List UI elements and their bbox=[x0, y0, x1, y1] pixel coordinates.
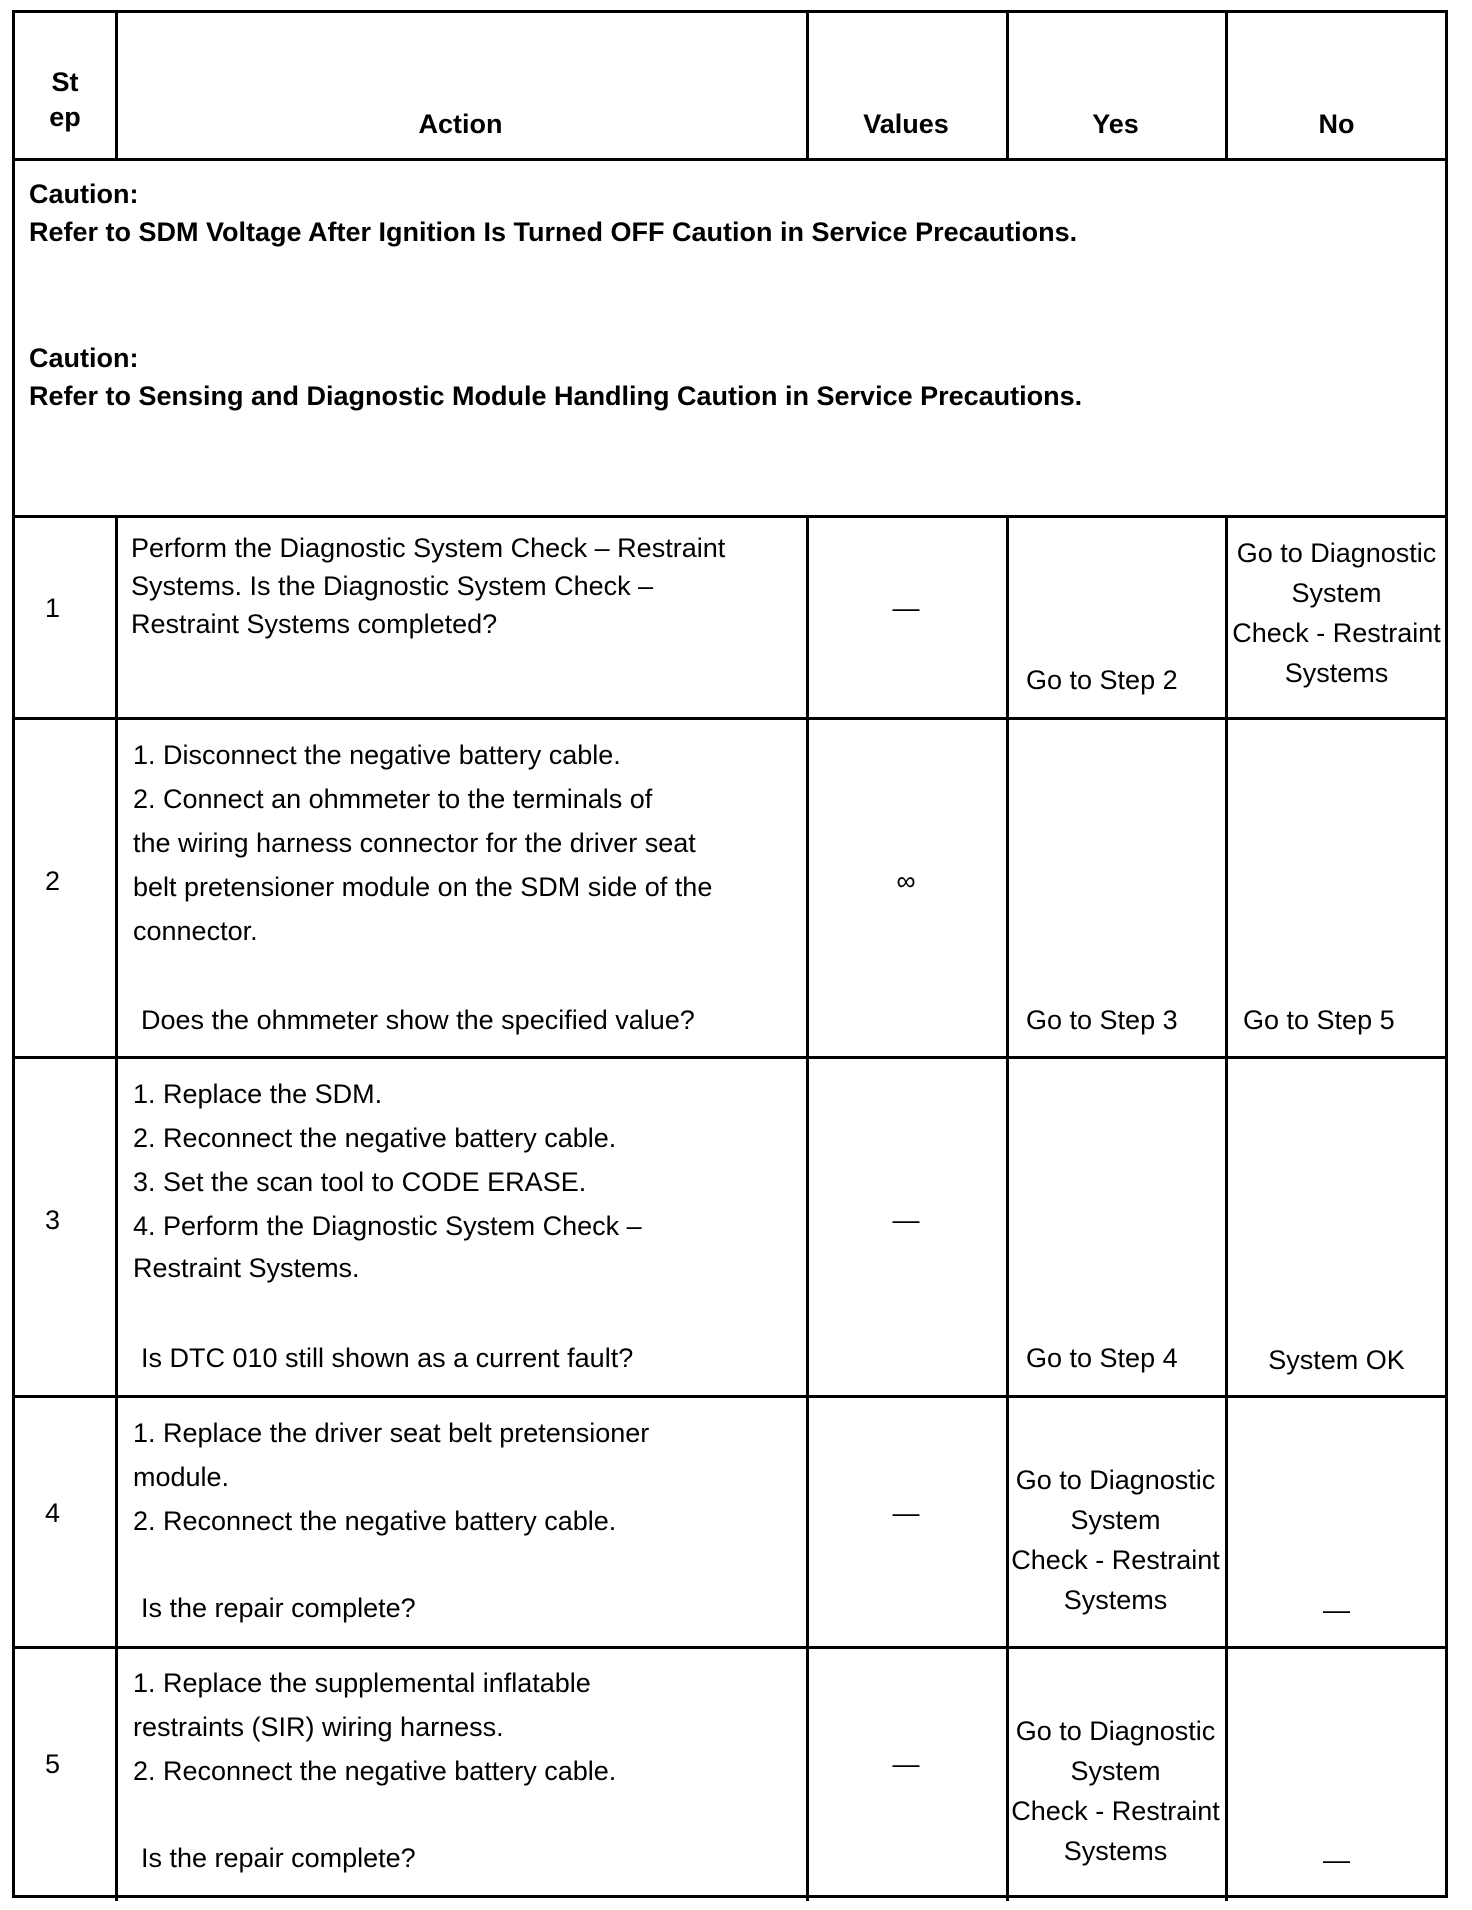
caution-text: Refer to SDM Voltage After Ignition Is Turned OFF Caution in Service Precautions. bbox=[29, 217, 1078, 247]
no-cell: System OK bbox=[1268, 1345, 1405, 1375]
header-no: No bbox=[1318, 109, 1355, 139]
row-divider bbox=[15, 1056, 1445, 1059]
caution-label: Caution: bbox=[29, 179, 139, 209]
yes-cell: Go to Step 4 bbox=[1026, 1343, 1178, 1373]
header-yes: Yes bbox=[1092, 109, 1139, 139]
value-cell: — bbox=[892, 1749, 920, 1779]
no-cell bbox=[1225, 533, 1448, 693]
diagnostic-table bbox=[12, 10, 1448, 1898]
action-line: 1. Disconnect the negative battery cable. bbox=[133, 740, 621, 770]
action-line: 4. Perform the Diagnostic System Check – bbox=[133, 1211, 642, 1241]
no-line: Systems bbox=[1284, 658, 1389, 688]
yes-line: Go to Diagnostic bbox=[1015, 1716, 1216, 1746]
step-number: 1 bbox=[45, 593, 61, 623]
yes-line: Check - Restraint bbox=[1011, 1545, 1220, 1575]
action-line: 3. Set the scan tool to CODE ERASE. bbox=[133, 1167, 587, 1197]
yes-cell bbox=[1006, 1460, 1225, 1620]
yes-line: Systems bbox=[1063, 1836, 1168, 1866]
action-line: the wiring harness connector for the driver seat bbox=[133, 828, 696, 858]
no-cell: — bbox=[1323, 1845, 1350, 1875]
header-step bbox=[15, 65, 115, 135]
action-line: 2. Reconnect the negative battery cable. bbox=[133, 1756, 617, 1786]
action-line: 1. Replace the SDM. bbox=[133, 1079, 383, 1109]
value-cell: ∞ bbox=[896, 866, 916, 896]
column-divider bbox=[1225, 515, 1228, 1901]
action-line: restraints (SIR) wiring harness. bbox=[133, 1712, 504, 1742]
yes-cell: Go to Step 2 bbox=[1026, 665, 1178, 695]
value-cell: — bbox=[892, 1205, 920, 1235]
no-cell: Go to Step 5 bbox=[1243, 1005, 1395, 1035]
step-number: 4 bbox=[45, 1498, 61, 1528]
no-line: Go to Diagnostic bbox=[1236, 538, 1437, 568]
row-divider bbox=[15, 717, 1445, 720]
action-question: Is DTC 010 still shown as a current fault? bbox=[141, 1343, 634, 1373]
action-question: Is the repair complete? bbox=[141, 1843, 416, 1873]
action-line: Restraint Systems completed? bbox=[131, 609, 498, 639]
no-line: Check - Restraint bbox=[1232, 618, 1441, 648]
yes-cell: Go to Step 3 bbox=[1026, 1005, 1178, 1035]
yes-line: System bbox=[1070, 1756, 1161, 1786]
row-divider bbox=[15, 1646, 1445, 1649]
caution-divider bbox=[15, 515, 1445, 518]
step-number: 5 bbox=[45, 1749, 61, 1779]
caution-label: Caution: bbox=[29, 343, 139, 373]
column-divider bbox=[1006, 515, 1009, 1901]
action-line: Restraint Systems. bbox=[133, 1253, 360, 1283]
value-cell: — bbox=[892, 593, 920, 623]
row-divider bbox=[15, 1395, 1445, 1398]
action-question: Is the repair complete? bbox=[141, 1593, 416, 1623]
yes-line: Go to Diagnostic bbox=[1015, 1465, 1216, 1495]
action-line: 1. Replace the supplemental inflatable bbox=[133, 1668, 591, 1698]
yes-line: System bbox=[1070, 1505, 1161, 1535]
step-number: 3 bbox=[45, 1205, 61, 1235]
action-line: belt pretensioner module on the SDM side of the bbox=[133, 872, 713, 902]
caution-text: Refer to Sensing and Diagnostic Module Handling Caution in Service Precautions. bbox=[29, 381, 1083, 411]
value-cell: — bbox=[892, 1498, 920, 1528]
action-question: Does the ohmmeter show the specified value? bbox=[141, 1005, 695, 1035]
header-values: Values bbox=[863, 109, 949, 139]
column-divider bbox=[115, 515, 118, 1901]
yes-line: Check - Restraint bbox=[1011, 1796, 1220, 1826]
header-action: Action bbox=[418, 109, 503, 139]
header-divider bbox=[15, 158, 1445, 161]
action-line: 1. Replace the driver seat belt pretensioner bbox=[133, 1418, 650, 1448]
action-line: Perform the Diagnostic System Check – Restraint bbox=[131, 533, 726, 563]
no-cell: — bbox=[1323, 1595, 1350, 1625]
action-line: 2. Connect an ohmmeter to the terminals of bbox=[133, 784, 653, 814]
header-step-line2: ep bbox=[49, 102, 81, 133]
action-line: 2. Reconnect the negative battery cable. bbox=[133, 1506, 617, 1536]
yes-cell bbox=[1006, 1711, 1225, 1871]
action-line: 2. Reconnect the negative battery cable. bbox=[133, 1123, 617, 1153]
no-line: System bbox=[1291, 578, 1382, 608]
action-line: Systems. Is the Diagnostic System Check – bbox=[131, 571, 654, 601]
step-number: 2 bbox=[45, 866, 61, 896]
action-line: module. bbox=[133, 1462, 230, 1492]
header-step-line1: St bbox=[51, 67, 79, 97]
action-line: connector. bbox=[133, 916, 258, 946]
yes-line: Systems bbox=[1063, 1585, 1168, 1615]
